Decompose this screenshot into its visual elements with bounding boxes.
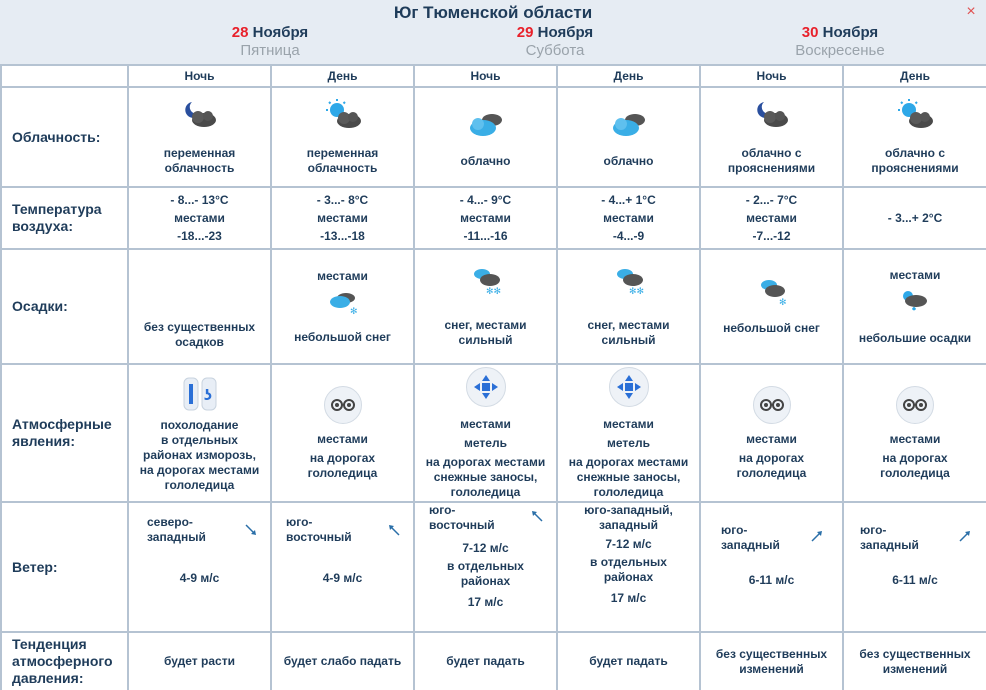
row-label-line: давления: — [12, 670, 84, 686]
pressure-text: без существенных — [859, 646, 971, 661]
temp-range: - 8...- 13°C — [170, 192, 229, 207]
temp-cell — [271, 187, 414, 249]
phen-cell — [700, 364, 843, 502]
wind-row — [1, 502, 986, 632]
prec-locally: местами — [317, 268, 368, 283]
row-label-line: Тенденция — [12, 636, 87, 652]
wind-cell — [557, 502, 700, 632]
pressure-text: без существенных — [715, 646, 828, 661]
heavy-snow-icon — [558, 266, 699, 296]
wind-gust: 17 м/с — [467, 595, 504, 609]
moon-cloud-icon — [129, 98, 270, 132]
wind-direction: юго- — [860, 523, 887, 537]
phen-text: гололедица — [164, 477, 235, 492]
temp-locally: местами — [174, 210, 225, 225]
wind-cell — [271, 502, 414, 632]
day-month: Ноября — [252, 24, 309, 41]
cloud-text: облачно — [603, 153, 654, 168]
cloud-cell — [128, 87, 271, 187]
phen-text: снежные заносы, — [576, 469, 681, 484]
prec-text: снег, местами — [587, 317, 670, 332]
day-month: Ноября — [822, 24, 879, 41]
cloudy-icon — [415, 106, 556, 140]
pressure-text: будет расти — [164, 654, 235, 668]
phen-cell — [557, 364, 700, 502]
phen-text: похолодание — [160, 417, 239, 432]
phen-text: в отдельных — [161, 432, 238, 447]
wind-cell — [843, 502, 986, 632]
wind-extra: в отдельных — [590, 555, 667, 569]
forecast-header — [0, 0, 986, 64]
close-icon[interactable]: × — [966, 3, 976, 20]
wind-direction: юго-западный, — [584, 503, 673, 517]
phen-text: районах изморозь, — [143, 447, 256, 462]
cloud-text: облачно с — [885, 146, 945, 160]
prec-cell — [414, 249, 557, 364]
phen-text: местами — [603, 416, 654, 431]
day-number: 28 — [231, 24, 249, 41]
wind-direction: юго- — [721, 523, 748, 537]
cloud-text: прояснениями — [727, 161, 816, 175]
svg-text:✻✻: ✻✻ — [485, 286, 501, 296]
prec-cell — [843, 249, 986, 364]
cloud-text: переменная — [306, 146, 379, 160]
wind-cell — [128, 502, 271, 632]
cloud-cell — [700, 87, 843, 187]
svg-text:✻✻: ✻✻ — [628, 286, 644, 296]
forecast-table — [0, 64, 986, 690]
pressure-cell — [557, 632, 700, 690]
svg-text:✻: ✻ — [349, 306, 358, 316]
prec-text: небольшой снег — [294, 329, 391, 344]
wind-speed: 7-12 м/с — [605, 537, 652, 551]
row-label-line: атмосферного — [12, 653, 113, 669]
cloud-text: облачность — [307, 161, 378, 175]
prec-text: без существенных — [143, 319, 256, 334]
pressure-text: будет слабо падать — [283, 654, 402, 668]
phen-text: снежные заносы, — [433, 469, 538, 484]
heavy-snow-icon — [415, 266, 556, 296]
wind-direction: восточный — [286, 530, 352, 544]
phen-text: местами — [317, 431, 368, 446]
day-weekday: Пятница — [240, 42, 300, 59]
temp-locally: местами — [460, 210, 511, 225]
pressure-cell — [128, 632, 271, 690]
page-title: Юг Тюменской области — [393, 3, 593, 22]
prec-cell — [128, 249, 271, 364]
cloud-cell — [843, 87, 986, 187]
temp-local-range: -13...-18 — [320, 228, 365, 243]
snowstorm-icon — [609, 367, 649, 407]
phen-text: на дорогах — [309, 450, 376, 465]
svg-text:ʖ: ʖ — [203, 387, 212, 404]
day-weekday: Суббота — [525, 42, 585, 59]
pressure-cell — [414, 632, 557, 690]
light-snow-icon — [272, 288, 413, 316]
period-day: День — [557, 65, 700, 87]
temp-cell — [843, 187, 986, 249]
phen-text: гололедица — [736, 465, 807, 480]
period-day: День — [271, 65, 414, 87]
row-label-phenomena — [1, 364, 128, 502]
temp-range: - 3...- 8°C — [316, 192, 369, 207]
temp-locally: местами — [603, 210, 654, 225]
wind-speed: 6-11 м/с — [892, 573, 938, 587]
cloud-text: облачность — [164, 161, 235, 175]
period-night: Ночь — [700, 65, 843, 87]
pressure-text: будет падать — [446, 654, 525, 668]
cloud-text: облачно — [460, 153, 511, 168]
prec-locally: местами — [889, 267, 941, 282]
day-header-1 — [170, 24, 370, 59]
pressure-cell — [843, 632, 986, 690]
wind-extra: в отдельных — [447, 559, 524, 573]
wind-cell — [700, 502, 843, 632]
row-label-line: явления: — [12, 433, 75, 449]
day-month: Ноября — [537, 24, 594, 41]
row-label-precipitation: Осадки: — [1, 249, 128, 364]
temp-local-range: -7...-12 — [752, 228, 791, 243]
row-label-wind: Ветер: — [1, 502, 128, 632]
phen-cell — [843, 364, 986, 502]
phen-text: метель — [464, 435, 507, 450]
wind-extra: районах — [460, 574, 511, 588]
day-number: 30 — [801, 24, 819, 41]
pressure-cell — [271, 632, 414, 690]
temp-range: - 3...+ 2°C — [887, 210, 943, 225]
sun-cloud-icon — [272, 98, 413, 132]
pressure-row — [1, 632, 986, 690]
period-day: День — [843, 65, 986, 87]
corner-cell — [1, 65, 128, 87]
light-rain-icon — [844, 287, 986, 317]
prec-text: небольшой снег — [723, 321, 820, 335]
period-night: Ночь — [414, 65, 557, 87]
phen-text: на дорогах местами — [139, 462, 260, 477]
ice-icon — [896, 386, 934, 424]
phen-text: местами — [889, 431, 941, 446]
wind-speed: 4-9 м/с — [322, 571, 363, 585]
cooling-frost-icon — [129, 374, 270, 414]
wind-direction: западный — [147, 530, 206, 544]
svg-text:✻: ✻ — [778, 298, 787, 307]
pressure-text: изменений — [882, 661, 948, 676]
temperature-row — [1, 187, 986, 249]
phen-cell — [271, 364, 414, 502]
wind-direction: юго- — [429, 503, 456, 517]
wind-gust: 17 м/с — [610, 591, 647, 605]
temp-local-range: -11...-16 — [463, 228, 508, 243]
snowstorm-icon — [466, 367, 506, 407]
pressure-text: изменений — [739, 661, 804, 676]
wind-direction: западный — [721, 538, 780, 552]
prec-cell — [271, 249, 414, 364]
ice-icon — [324, 386, 362, 424]
wind-direction: юго- — [286, 515, 313, 529]
phen-text: гололедица — [307, 465, 378, 480]
phen-text: местами — [460, 416, 511, 431]
day-header-2 — [455, 24, 655, 59]
prec-text: снег, местами — [444, 317, 527, 332]
cloud-text: прояснениями — [871, 161, 959, 175]
wind-speed: 7-12 м/с — [462, 541, 509, 555]
day-header-3 — [740, 24, 940, 59]
phen-text: гололедица — [593, 484, 664, 499]
phen-text: на дорогах — [882, 450, 948, 465]
temp-range: - 2...- 7°C — [745, 192, 798, 207]
temp-cell — [557, 187, 700, 249]
moon-cloud-icon — [701, 98, 842, 132]
wind-speed: 4-9 м/с — [179, 571, 220, 585]
cloud-text: облачно с — [741, 146, 802, 160]
row-label-line: Температура — [12, 201, 102, 217]
light-snow-icon — [701, 277, 842, 307]
phen-text: на дорогах местами — [568, 454, 689, 469]
precipitation-row — [1, 249, 986, 364]
pressure-cell — [700, 632, 843, 690]
day-weekday: Воскресенье — [795, 42, 885, 59]
phen-text: на дорогах — [738, 450, 805, 465]
prec-cell — [700, 249, 843, 364]
temp-locally: местами — [317, 210, 368, 225]
temp-range: - 4...+ 1°C — [601, 192, 656, 207]
prec-text: сильный — [458, 332, 513, 347]
temp-range: - 4...- 9°C — [459, 192, 512, 207]
wind-direction: западный — [599, 518, 658, 532]
cloud-text: переменная — [163, 146, 236, 160]
phen-text: на дорогах местами — [425, 454, 546, 469]
row-label-line: Атмосферные — [12, 416, 112, 432]
row-label-temperature — [1, 187, 128, 249]
temp-cell — [128, 187, 271, 249]
temp-local-range: -4...-9 — [612, 228, 645, 243]
phen-text: местами — [746, 431, 797, 446]
cloud-cell — [557, 87, 700, 187]
row-label-pressure — [1, 632, 128, 690]
wind-direction: западный — [860, 538, 919, 552]
prec-text: небольшие осадки — [858, 330, 972, 345]
temp-cell — [414, 187, 557, 249]
temp-locally: местами — [746, 210, 797, 225]
temp-local-range: -18...-23 — [177, 228, 222, 243]
pressure-text: будет падать — [589, 654, 668, 668]
cloudy-icon — [558, 106, 699, 140]
cloud-cell — [271, 87, 414, 187]
period-row — [1, 65, 986, 87]
phenomena-row — [1, 364, 986, 502]
ice-icon — [753, 386, 791, 424]
row-label-line: воздуха: — [12, 218, 73, 234]
wind-cell — [414, 502, 557, 632]
cloudiness-row — [1, 87, 986, 187]
phen-text: гололедица — [880, 465, 950, 480]
wind-extra: районах — [603, 570, 654, 584]
prec-text: сильный — [601, 332, 656, 347]
wind-direction: восточный — [429, 518, 495, 532]
wind-direction: северо- — [147, 515, 193, 529]
phen-cell — [128, 364, 271, 502]
prec-cell — [557, 249, 700, 364]
wind-speed: 6-11 м/с — [748, 573, 795, 587]
phen-cell — [414, 364, 557, 502]
day-number: 29 — [516, 24, 534, 41]
cloud-cell — [414, 87, 557, 187]
period-night: Ночь — [128, 65, 271, 87]
phen-text: гололедица — [450, 484, 521, 499]
phen-text: метель — [607, 435, 650, 450]
prec-text: осадков — [175, 334, 224, 349]
temp-cell — [700, 187, 843, 249]
sun-cloud-icon — [844, 98, 986, 132]
row-label-cloudiness: Облачность: — [1, 87, 128, 187]
